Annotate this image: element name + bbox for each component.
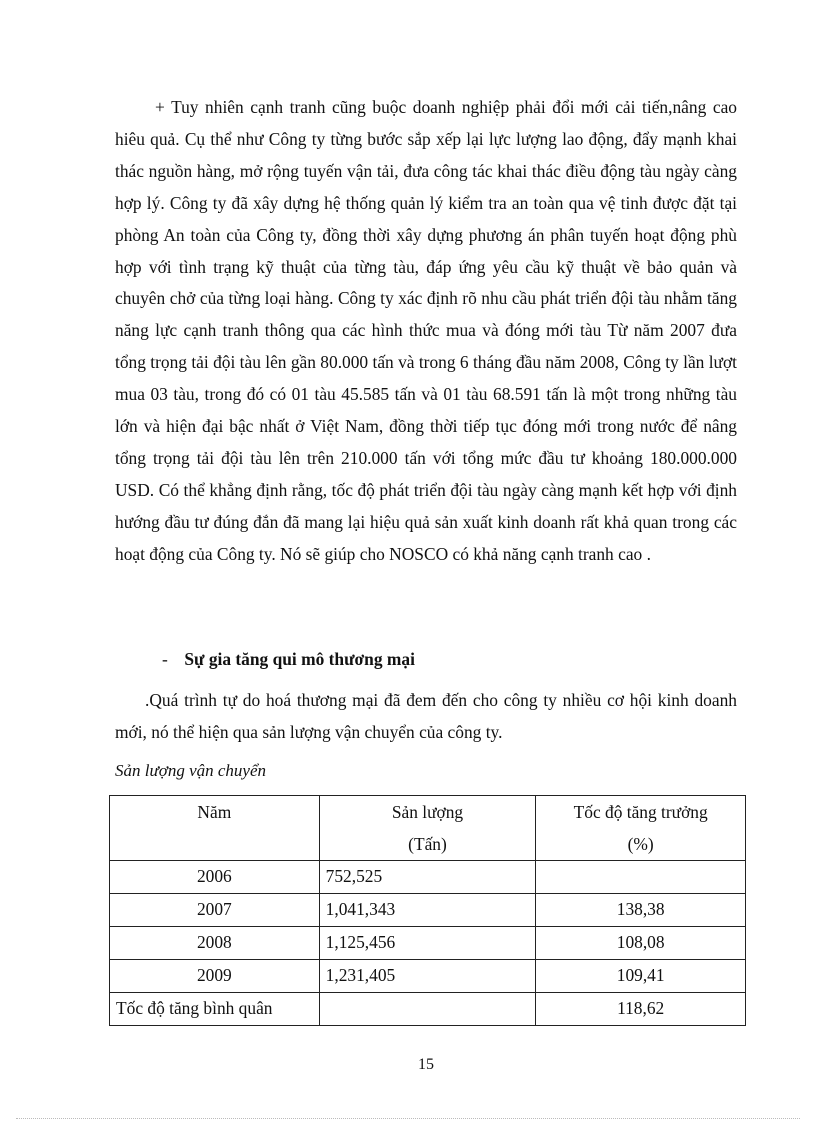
body-paragraph-competition [115, 92, 737, 571]
page-bottom-divider [16, 1118, 800, 1119]
table-row [110, 894, 746, 927]
cell-average-growth: 118,62 [536, 993, 746, 1026]
cell-growth [536, 861, 746, 894]
cell-year: 2007 [110, 894, 320, 927]
body-paragraph-trade: .Quá trình tự do hoá thương mại đã đem đến cho công ty nhiều cơ hội kinh doanh mới, nó thể hiện qua sản lượng vận chuyển của công ty. [115, 690, 737, 742]
cell-growth: 108,08 [536, 927, 746, 960]
cell-output: 1,041,343 [319, 894, 536, 927]
table-caption: Sản lượng vận chuyển [115, 761, 266, 780]
cell-average-output [319, 993, 536, 1026]
heading-text: Sự gia tăng qui mô thương mại [184, 649, 415, 669]
shipping-output-table [109, 795, 746, 1026]
header-growth: Tốc độ tăng trưởng (%) [536, 796, 746, 861]
section-heading [162, 645, 415, 673]
table-row [110, 861, 746, 894]
cell-year: 2008 [110, 927, 320, 960]
cell-output: 752,525 [319, 861, 536, 894]
cell-growth: 138,38 [536, 894, 746, 927]
cell-year: 2006 [110, 861, 320, 894]
header-year: Năm [110, 796, 320, 861]
cell-output: 1,125,456 [319, 927, 536, 960]
table-row [110, 927, 746, 960]
cell-growth: 109,41 [536, 960, 746, 993]
cell-output: 1,231,405 [319, 960, 536, 993]
cell-year: 2009 [110, 960, 320, 993]
table-row-average [110, 993, 746, 1026]
table-header-row [110, 796, 746, 861]
page-number: 15 [418, 1056, 434, 1073]
header-output: Sản lượng (Tấn) [319, 796, 536, 861]
paragraph-text: + Tuy nhiên cạnh tranh cũng buộc doanh nghiệp phải đổi mới cải tiến,nâng cao hiêu quả. Cụ thể như Công ty từng bước sắp xếp lại lực lượng lao động, đẩy mạnh khai thác nguồn hàng, mở rộng tuyến vận tải, đưa công tác khai thác điều động tàu ngày càng hợp lý. Công ty đã xây dựng hệ thống quản lý kiểm tra an toàn qua vệ tinh được đặt tại phòng An toàn của Công ty, đồng thời xây dựng phương án phân tuyến hoạt động phù hợp với tình trạng kỹ thuật của từng tàu, đáp ứng yêu cầu kỹ thuật về bảo quản và chuyên chở của từng loại hàng. Công ty xác định rõ nhu cầu phát triển đội tàu nhằm tăng năng lực cạnh tranh thông qua các hình thức mua và đóng mới tàu Từ năm 2007 đưa tổng trọng tải đội tàu lên gần 80.000 tấn và trong 6 tháng đầu năm 2008, Công ty lần lượt mua 03 tàu, trong đó có 01 tàu 45.585 tấn và 01 tàu 68.591 tấn là một trong những tàu lớn và hiện đại bậc nhất ở Việt Nam, đồng thời tiếp tục đóng mới trong nước để nâng tổng trọng tải đội tàu lên trên 210.000 tấn với tổng mức đầu tư khoảng 180.000.000 USD. Có thể khẳng định rằng, tốc độ phát triển đội tàu ngày càng mạnh kết hợp với định hướng đầu tư đúng đắn đã mang lại hiệu quả sản xuất kinh doanh rất khả quan trong các hoạt động của Công ty. Nó sẽ giúp cho NOSCO có khả năng cạnh tranh cao . [115, 97, 737, 564]
cell-average-label: Tốc độ tăng bình quân [110, 993, 320, 1026]
heading-bullet: - [162, 649, 168, 669]
table-row [110, 960, 746, 993]
